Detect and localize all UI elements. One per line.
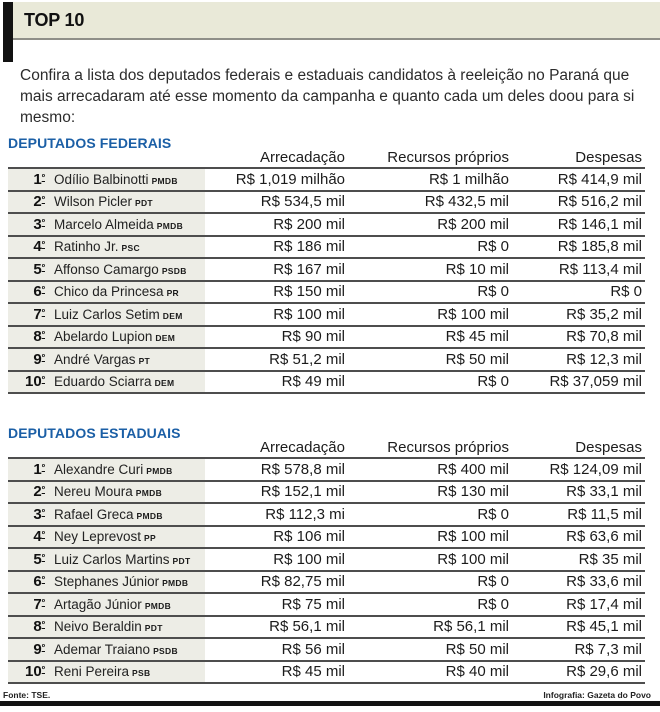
ordinal-indicator: º [41,306,45,317]
value-despesas: R$ 37,059 mil [549,373,642,391]
value-arrecadacao: R$ 51,2 mil [269,350,345,368]
deputy-name: Ratinho Jr. PSC [54,239,140,255]
value-arrecadacao: R$ 186 mil [273,238,345,256]
value-recursos-proprios: R$ 100 mil [437,550,509,568]
table-row [8,457,645,480]
value-arrecadacao: R$ 534,5 mil [260,193,345,211]
rank: $7^º$ [33,595,45,613]
deputy-cell [8,617,205,638]
value-recursos-proprios: R$ 0 [477,238,509,256]
rank: $3^º$ [33,215,45,233]
ordinal-indicator: º [41,216,45,227]
section-header [8,135,645,167]
ordinal-indicator: º [41,551,45,562]
deputy-name: Ney Leprevost PP [54,529,156,545]
ordinal-indicator: º [41,261,45,272]
ordinal-indicator: º [41,619,45,630]
value-arrecadacao: R$ 45 mil [281,663,345,681]
deputy-cell [8,549,205,570]
party-tag: PMDB [144,600,172,611]
rank: $8^º$ [33,618,45,636]
section-title: DEPUTADOS FEDERAIS [8,135,172,151]
deputy-cell [8,572,205,593]
deputy-name: Rafael Greca PMDB [54,506,163,522]
value-recursos-proprios: R$ 45 mil [445,328,509,346]
deputy-cell [8,304,205,325]
table-deputados-estaduais [8,457,645,684]
value-arrecadacao: R$ 112,3 mi [265,505,345,523]
value-despesas: R$ 12,3 mil [566,350,642,368]
section-title: DEPUTADOS ESTADUAIS [8,425,181,441]
party-tag: PMDB [156,220,184,231]
table-row [8,480,645,503]
deputy-name: Alexandre Curi PMDB [54,461,173,477]
ordinal-indicator: º [41,596,45,607]
deputy-cell [8,482,205,503]
value-despesas: R$ 113,4 mil [558,260,642,278]
rank: $7^º$ [33,305,45,323]
ordinal-indicator: º [41,529,45,540]
column-header-recursos-proprios: Recursos próprios [387,149,509,166]
value-recursos-proprios: R$ 0 [477,283,509,301]
value-arrecadacao: R$ 167 mil [273,260,345,278]
deputy-cell [8,372,205,393]
deputy-cell [8,459,205,480]
value-despesas: R$ 146,1 mil [557,215,642,233]
column-header-arrecadacao: Arrecadação [259,149,345,166]
rank: $1^º$ [33,460,45,478]
deputy-cell [8,192,205,213]
column-header-arrecadacao: Arrecadação [259,439,345,456]
ordinal-indicator: º [41,194,45,205]
deputy-cell [8,662,205,683]
column-header-despesas: Despesas [575,439,642,456]
ordinal-indicator: º [41,329,45,340]
value-arrecadacao: R$ 90 mil [281,328,345,346]
ordinal-indicator: º [41,239,45,250]
table-row [8,570,645,593]
value-despesas: R$ 45,1 mil [566,618,642,636]
value-arrecadacao: R$ 75 mil [281,595,345,613]
deputy-name: Wilson Picler PDT [54,194,153,210]
table-row [8,302,645,325]
rank: $6^º$ [33,283,45,301]
value-despesas: R$ 70,8 mil [566,328,642,346]
value-arrecadacao: R$ 106 mil [273,528,345,546]
value-despesas: R$ 35 mil [578,550,642,568]
value-despesas: R$ 35,2 mil [566,305,642,323]
value-arrecadacao: R$ 100 mil [273,550,345,568]
party-tag: PP [144,533,156,544]
party-tag: PMDB [135,488,163,499]
rank: $5^º$ [33,260,45,278]
ordinal-indicator: º [41,641,45,652]
value-despesas: R$ 33,1 mil [566,483,642,501]
value-arrecadacao: R$ 82,75 mil [260,573,345,591]
ordinal-indicator: º [41,351,45,362]
value-recursos-proprios: R$ 100 mil [437,528,509,546]
party-tag: PMDB [162,578,189,589]
deputy-cell [8,169,205,190]
deputy-cell [8,237,205,258]
value-despesas: R$ 33,6 mil [566,573,642,591]
value-recursos-proprios: R$ 100 mil [437,305,509,323]
ordinal-indicator: º [41,484,45,495]
party-tag: PSDB [161,265,187,276]
deputy-name: Reni Pereira PSB [54,664,151,680]
value-recursos-proprios: R$ 56,1 mil [433,618,509,636]
deputy-name: Luiz Carlos Martins PDT [54,551,191,567]
deputy-name: Affonso Camargo PSDB [54,261,187,277]
value-despesas: R$ 414,9 mil [557,170,642,188]
name-column-spacer [8,149,205,166]
name-column-spacer [8,439,205,456]
deputy-name: Nereu Moura PMDB [54,484,163,500]
rank: $4^º$ [33,528,45,546]
value-arrecadacao: R$ 1,019 milhão [235,170,345,188]
value-arrecadacao: R$ 56 mil [281,640,345,658]
value-arrecadacao: R$ 152,1 mil [260,483,345,501]
deputy-cell [8,349,205,370]
party-tag: PR [166,288,179,299]
ordinal-indicator: º [41,171,45,182]
table-row [8,347,645,370]
banner-accent-bar [3,2,13,62]
value-despesas: R$ 124,09 mil [549,460,642,478]
value-arrecadacao: R$ 100 mil [273,305,345,323]
rank: $6^º$ [33,573,45,591]
value-arrecadacao: R$ 150 mil [273,283,345,301]
deputy-name: Marcelo Almeida PMDB [54,216,184,232]
party-tag: PDT [144,623,163,634]
value-recursos-proprios: R$ 432,5 mil [424,193,509,211]
value-arrecadacao: R$ 200 mil [273,215,345,233]
value-recursos-proprios: R$ 0 [477,373,509,391]
rank: $5^º$ [33,550,45,568]
value-despesas: R$ 11,5 mil [567,505,642,523]
deputy-name: Ademar Traiano PSDB [54,641,178,657]
rank: $3^º$ [33,505,45,523]
value-recursos-proprios: R$ 50 mil [445,640,509,658]
top-banner [13,2,660,40]
value-recursos-proprios: R$ 0 [477,595,509,613]
value-despesas: R$ 516,2 mil [557,193,642,211]
value-recursos-proprios: R$ 0 [477,573,509,591]
deputy-cell [8,259,205,280]
party-tag: PMDB [151,175,178,186]
table-row [8,502,645,525]
value-despesas: R$ 7,3 mil [574,640,642,658]
table-deputados-federais [8,167,645,394]
table-row [8,235,645,258]
value-arrecadacao: R$ 56,1 mil [269,618,345,636]
table-row [8,637,645,660]
table-row [8,592,645,615]
deputy-cell [8,594,205,615]
value-despesas: R$ 0 [610,283,642,301]
party-tag: PMDB [146,465,173,476]
rank: $9^º$ [33,640,45,658]
deputy-name: Eduardo Sciarra DEM [54,374,175,390]
party-tag: PSDB [153,645,178,656]
value-recursos-proprios: R$ 130 mil [437,483,509,501]
value-recursos-proprios: R$ 40 mil [445,663,509,681]
rank: $1^º$ [33,170,45,188]
deputy-cell [8,527,205,548]
party-tag: PDT [172,555,191,566]
ordinal-indicator: º [41,574,45,585]
rank: $2^º$ [33,193,45,211]
table-row [8,190,645,213]
value-recursos-proprios: R$ 1 milhão [428,170,509,188]
value-recursos-proprios: R$ 0 [477,505,509,523]
column-header-recursos-proprios: Recursos próprios [387,439,509,456]
table-row [8,547,645,570]
infographic-credit: Infografia: Gazeta do Povo [543,690,651,700]
deputy-name: Abelardo Lupion DEM [54,329,176,345]
party-tag: DEM [155,333,176,344]
value-recursos-proprios: R$ 50 mil [445,350,509,368]
rank: $10^º$ [25,663,45,681]
section-deputados-estaduais [8,425,645,684]
party-tag: PT [138,355,151,366]
ordinal-indicator: º [41,461,45,472]
rank: $4^º$ [33,238,45,256]
ordinal-indicator: º [41,284,45,295]
deputy-cell [8,282,205,303]
value-arrecadacao: R$ 578,8 mil [260,460,345,478]
section-header [8,425,645,457]
deputy-name: Stephanes Júnior PMDB [54,574,189,590]
bottom-bar [0,701,660,706]
party-tag: DEM [154,378,175,389]
table-row [8,615,645,638]
deputy-name: Luiz Carlos Setim DEM [54,306,183,322]
party-tag: PDT [135,198,153,209]
footer [3,690,651,700]
column-headers [8,439,645,456]
ordinal-indicator: º [41,374,45,385]
ordinal-indicator: º [41,506,45,517]
table-row [8,257,645,280]
table-row [8,525,645,548]
intro-text: Confira a lista dos deputados federais e estaduais candidatos à reeleição no Paraná que mais arrecadaram até esse momento da campanha e quanto cada um deles doou para si mesmo: [20,66,635,126]
table-row [8,370,645,393]
party-tag: DEM [162,310,183,321]
value-recursos-proprios: R$ 200 mil [437,215,509,233]
section-deputados-federais [8,135,645,394]
table-row [8,167,645,190]
table-row [8,325,645,348]
table-row [8,280,645,303]
table-row [8,660,645,683]
table-row [8,212,645,235]
value-despesas: R$ 29,6 mil [566,663,642,681]
deputy-name: Artagão Júnior PMDB [54,596,172,612]
deputy-name: Neivo Beraldin PDT [54,619,163,635]
deputy-cell [8,639,205,660]
ordinal-indicator: º [41,664,45,675]
party-tag: PSC [121,243,140,254]
rank: $9^º$ [33,350,45,368]
value-despesas: R$ 17,4 mil [566,595,642,613]
rank: $8^º$ [33,328,45,346]
deputy-cell [8,214,205,235]
party-tag: PSB [132,668,151,679]
source-credit: Fonte: TSE. [3,690,51,700]
value-arrecadacao: R$ 49 mil [281,373,345,391]
banner-title: TOP 10 [24,9,85,30]
value-despesas: R$ 63,6 mil [566,528,642,546]
deputy-cell [8,504,205,525]
deputy-cell [8,327,205,348]
rank: $10^º$ [25,373,45,391]
party-tag: PMDB [136,510,163,521]
value-despesas: R$ 185,8 mil [557,238,642,256]
deputy-name: Odílio Balbinotti PMDB [54,171,178,187]
rank: $2^º$ [33,483,45,501]
value-recursos-proprios: R$ 400 mil [437,460,509,478]
column-header-despesas: Despesas [575,149,642,166]
deputy-name: André Vargas PT [54,351,151,367]
deputy-name: Chico da Princesa PR [54,284,179,300]
column-headers [8,149,645,166]
value-recursos-proprios: R$ 10 mil [445,260,509,278]
